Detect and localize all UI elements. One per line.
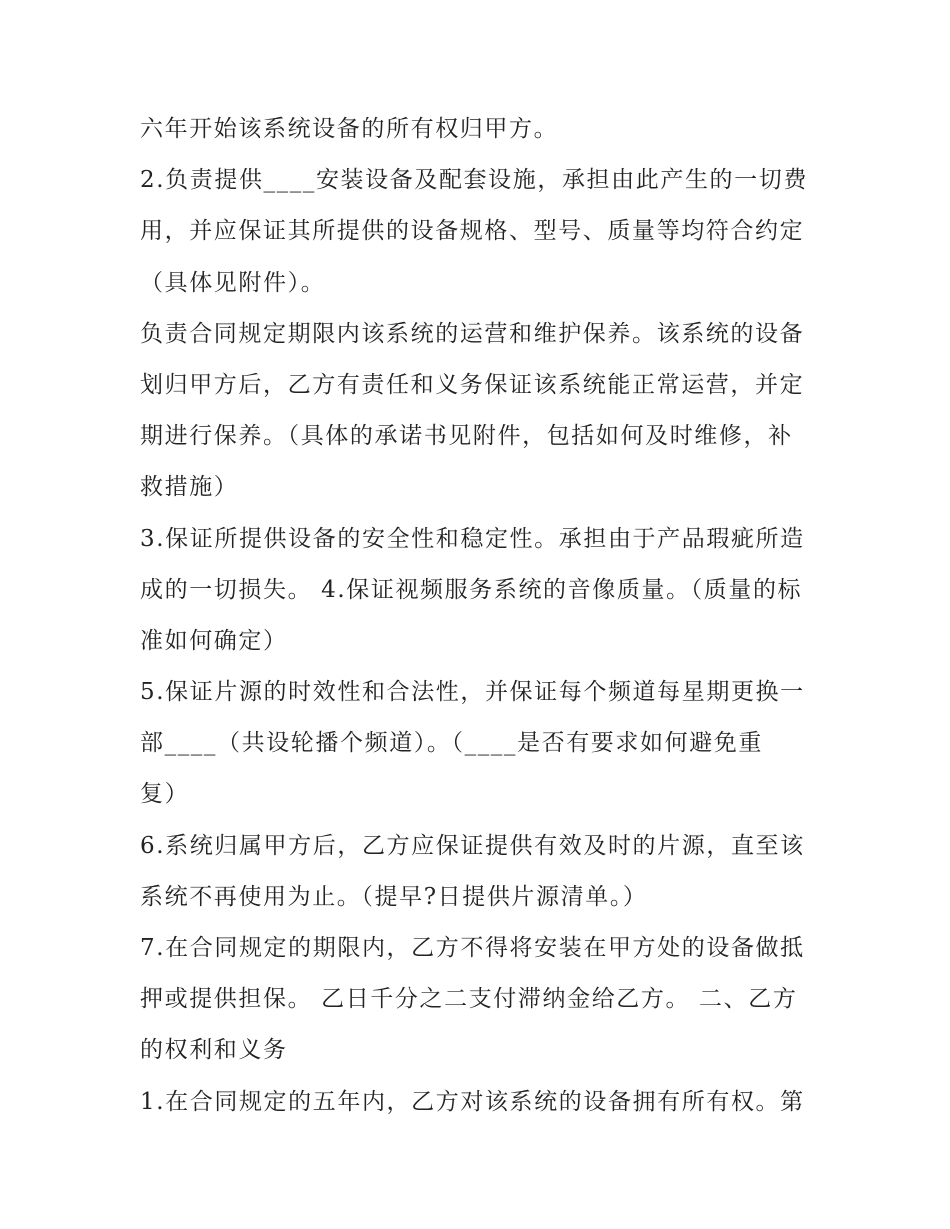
text-line: 负责合同规定期限内该系统的运营和维护保养。该系统的设备 (140, 320, 805, 347)
text-line: 六年开始该系统设备的所有权归甲方。 (140, 116, 559, 142)
text-line: 期进行保养。（具体的承诺书见附件，包括如何及时维修，补 (140, 423, 793, 450)
text-line: 的权利和义务 (140, 1037, 288, 1064)
text-line: 准如何确定） (140, 627, 288, 654)
text-line: 用，并应保证其所提供的设备规格、型号、质量等均符合约定 (140, 218, 805, 245)
text-line: 救措施） (140, 474, 239, 501)
text-line: 划归甲方后，乙方有责任和义务保证该系统能正常运营，并定 (140, 371, 805, 398)
text-line: 复） (140, 781, 190, 808)
text-line: 部____（共设轮播个频道）。（____是否有要求如何避免重 (140, 730, 763, 757)
text-line: 7.在合同规定的期限内，乙方不得将安装在甲方处的设备做抵 (140, 935, 805, 961)
text-line: 1.在合同规定的五年内，乙方对该系统的设备拥有所有权。第 (140, 1088, 805, 1115)
text-line: 系统不再使用为止。（提早?日提供片源清单。） (140, 883, 648, 910)
text-line: 2.负责提供____安装设备及配套设施，承担由此产生的一切费 (140, 167, 808, 194)
text-line: 6.系统归属甲方后，乙方应保证提供有效及时的片源，直至该 (140, 832, 805, 859)
text-line: 5.保证片源的时效性和合法性，并保证每个频道每星期更换一 (140, 679, 805, 706)
document-body (140, 104, 812, 1128)
text-line: （具体见附件）。 (140, 269, 326, 296)
text-line: 成的一切损失。 4.保证视频服务系统的音像质量。（质量的标 (140, 576, 803, 603)
text-line: 押或提供担保。 乙日千分之二支付滞纳金给乙方。 二、乙方 (140, 986, 798, 1013)
text-line: 3.保证所提供设备的安全性和稳定性。承担由于产品瑕疵所造 (140, 525, 805, 552)
